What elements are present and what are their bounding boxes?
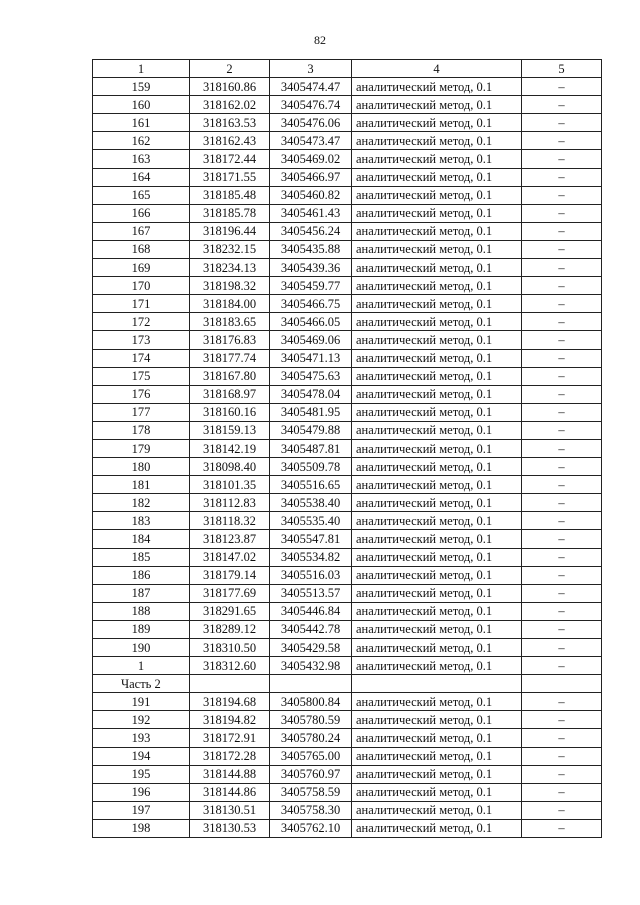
y-coordinate-cell: 3405460.82 (270, 186, 352, 204)
point-number-cell: 175 (93, 367, 190, 385)
y-coordinate-cell: 3405442.78 (270, 620, 352, 638)
y-coordinate-cell: 3405476.06 (270, 114, 352, 132)
table-row (93, 765, 602, 783)
header-cell: 3 (270, 60, 352, 78)
y-coordinate-cell: 3405535.40 (270, 512, 352, 530)
y-coordinate-cell: 3405456.24 (270, 222, 352, 240)
y-coordinate-cell: 3405481.95 (270, 403, 352, 421)
remark-cell: – (522, 458, 602, 476)
y-coordinate-cell: 3405762.10 (270, 819, 352, 837)
table-row (93, 657, 602, 675)
y-coordinate-cell: 3405432.98 (270, 657, 352, 675)
remark-cell: – (522, 711, 602, 729)
table-row (93, 747, 602, 765)
point-number-cell: 180 (93, 458, 190, 476)
table-row (93, 458, 602, 476)
method-cell: аналитический метод, 0.1 (352, 349, 522, 367)
y-coordinate-cell: 3405466.97 (270, 168, 352, 186)
page-number: 82 (314, 33, 326, 47)
x-coordinate-cell: 318232.15 (190, 240, 270, 258)
method-cell: аналитический метод, 0.1 (352, 295, 522, 313)
point-number-cell: 192 (93, 711, 190, 729)
point-number-cell: 160 (93, 96, 190, 114)
point-number-cell: 174 (93, 349, 190, 367)
y-coordinate-cell: 3405466.75 (270, 295, 352, 313)
y-coordinate-cell: 3405478.04 (270, 385, 352, 403)
table-row (93, 512, 602, 530)
y-coordinate-cell: 3405435.88 (270, 240, 352, 258)
empty-cell (270, 675, 352, 693)
y-coordinate-cell: 3405509.78 (270, 458, 352, 476)
method-cell: аналитический метод, 0.1 (352, 657, 522, 675)
method-cell: аналитический метод, 0.1 (352, 331, 522, 349)
remark-cell: – (522, 476, 602, 494)
x-coordinate-cell: 318130.53 (190, 819, 270, 837)
method-cell: аналитический метод, 0.1 (352, 132, 522, 150)
x-coordinate-cell: 318130.51 (190, 801, 270, 819)
x-coordinate-cell: 318171.55 (190, 168, 270, 186)
x-coordinate-cell: 318179.14 (190, 566, 270, 584)
method-cell: аналитический метод, 0.1 (352, 385, 522, 403)
point-number-cell: 184 (93, 530, 190, 548)
point-number-cell: 170 (93, 277, 190, 295)
x-coordinate-cell: 318184.00 (190, 295, 270, 313)
remark-cell: – (522, 729, 602, 747)
remark-cell: – (522, 132, 602, 150)
x-coordinate-cell: 318172.28 (190, 747, 270, 765)
remark-cell: – (522, 385, 602, 403)
method-cell: аналитический метод, 0.1 (352, 96, 522, 114)
remark-cell: – (522, 150, 602, 168)
method-cell: аналитический метод, 0.1 (352, 711, 522, 729)
point-number-cell: 171 (93, 295, 190, 313)
method-cell: аналитический метод, 0.1 (352, 367, 522, 385)
table-row (93, 222, 602, 240)
x-coordinate-cell: 318168.97 (190, 385, 270, 403)
point-number-cell: 177 (93, 403, 190, 421)
x-coordinate-cell: 318172.91 (190, 729, 270, 747)
point-number-cell: 196 (93, 783, 190, 801)
point-number-cell: 193 (93, 729, 190, 747)
table-row (93, 96, 602, 114)
point-number-cell: 161 (93, 114, 190, 132)
method-cell: аналитический метод, 0.1 (352, 240, 522, 258)
x-coordinate-cell: 318162.02 (190, 96, 270, 114)
remark-cell: – (522, 584, 602, 602)
remark-cell: – (522, 620, 602, 638)
remark-cell: – (522, 693, 602, 711)
point-number-cell: 166 (93, 204, 190, 222)
table-row (93, 783, 602, 801)
method-cell: аналитический метод, 0.1 (352, 78, 522, 96)
point-number-cell: 183 (93, 512, 190, 530)
x-coordinate-cell: 318160.86 (190, 78, 270, 96)
table-row (93, 620, 602, 638)
remark-cell: – (522, 240, 602, 258)
remark-cell: – (522, 530, 602, 548)
y-coordinate-cell: 3405758.30 (270, 801, 352, 819)
point-number-cell: 182 (93, 494, 190, 512)
point-number-cell: 185 (93, 548, 190, 566)
table-row (93, 530, 602, 548)
table-row (93, 566, 602, 584)
method-cell: аналитический метод, 0.1 (352, 114, 522, 132)
method-cell: аналитический метод, 0.1 (352, 403, 522, 421)
table-row (93, 494, 602, 512)
method-cell: аналитический метод, 0.1 (352, 186, 522, 204)
table-row (93, 385, 602, 403)
y-coordinate-cell: 3405473.47 (270, 132, 352, 150)
method-cell: аналитический метод, 0.1 (352, 494, 522, 512)
x-coordinate-cell: 318185.48 (190, 186, 270, 204)
header-cell: 4 (352, 60, 522, 78)
x-coordinate-cell: 318196.44 (190, 222, 270, 240)
x-coordinate-cell: 318194.68 (190, 693, 270, 711)
point-number-cell: 172 (93, 313, 190, 331)
x-coordinate-cell: 318101.35 (190, 476, 270, 494)
y-coordinate-cell: 3405474.47 (270, 78, 352, 96)
y-coordinate-cell: 3405547.81 (270, 530, 352, 548)
table-row (93, 711, 602, 729)
x-coordinate-cell: 318144.86 (190, 783, 270, 801)
method-cell: аналитический метод, 0.1 (352, 819, 522, 837)
table-row (93, 693, 602, 711)
remark-cell: – (522, 349, 602, 367)
remark-cell: – (522, 548, 602, 566)
method-cell: аналитический метод, 0.1 (352, 439, 522, 457)
point-number-cell: 186 (93, 566, 190, 584)
method-cell: аналитический метод, 0.1 (352, 150, 522, 168)
remark-cell: – (522, 421, 602, 439)
point-number-cell: 164 (93, 168, 190, 186)
header-cell: 2 (190, 60, 270, 78)
y-coordinate-cell: 3405780.59 (270, 711, 352, 729)
table-row (93, 729, 602, 747)
y-coordinate-cell: 3405538.40 (270, 494, 352, 512)
x-coordinate-cell: 318118.32 (190, 512, 270, 530)
table-row (93, 114, 602, 132)
remark-cell: – (522, 96, 602, 114)
y-coordinate-cell: 3405469.06 (270, 331, 352, 349)
x-coordinate-cell: 318172.44 (190, 150, 270, 168)
table-header-row (93, 60, 602, 78)
y-coordinate-cell: 3405461.43 (270, 204, 352, 222)
remark-cell: – (522, 259, 602, 277)
method-cell: аналитический метод, 0.1 (352, 639, 522, 657)
y-coordinate-cell: 3405429.58 (270, 639, 352, 657)
section-label: Часть 2 (93, 675, 190, 693)
point-number-cell: 195 (93, 765, 190, 783)
remark-cell: – (522, 114, 602, 132)
header-cell: 1 (93, 60, 190, 78)
point-number-cell: 181 (93, 476, 190, 494)
method-cell: аналитический метод, 0.1 (352, 277, 522, 295)
y-coordinate-cell: 3405471.13 (270, 349, 352, 367)
point-number-cell: 179 (93, 439, 190, 457)
x-coordinate-cell: 318144.88 (190, 765, 270, 783)
table-row (93, 313, 602, 331)
method-cell: аналитический метод, 0.1 (352, 620, 522, 638)
method-cell: аналитический метод, 0.1 (352, 765, 522, 783)
table-row (93, 78, 602, 96)
remark-cell: – (522, 439, 602, 457)
x-coordinate-cell: 318312.60 (190, 657, 270, 675)
method-cell: аналитический метод, 0.1 (352, 530, 522, 548)
header-cell: 5 (522, 60, 602, 78)
table-row (93, 240, 602, 258)
table-row (93, 295, 602, 313)
x-coordinate-cell: 318162.43 (190, 132, 270, 150)
table-row (93, 819, 602, 837)
method-cell: аналитический метод, 0.1 (352, 313, 522, 331)
point-number-cell: 168 (93, 240, 190, 258)
point-number-cell: 1 (93, 657, 190, 675)
y-coordinate-cell: 3405439.36 (270, 259, 352, 277)
x-coordinate-cell: 318123.87 (190, 530, 270, 548)
remark-cell: – (522, 602, 602, 620)
remark-cell: – (522, 783, 602, 801)
y-coordinate-cell: 3405487.81 (270, 439, 352, 457)
method-cell: аналитический метод, 0.1 (352, 584, 522, 602)
remark-cell: – (522, 204, 602, 222)
point-number-cell: 169 (93, 259, 190, 277)
empty-cell (352, 675, 522, 693)
y-coordinate-cell: 3405516.03 (270, 566, 352, 584)
remark-cell: – (522, 657, 602, 675)
point-number-cell: 190 (93, 639, 190, 657)
remark-cell: – (522, 313, 602, 331)
table-row (93, 168, 602, 186)
method-cell: аналитический метод, 0.1 (352, 747, 522, 765)
empty-cell (522, 675, 602, 693)
remark-cell: – (522, 747, 602, 765)
table-row (93, 584, 602, 602)
point-number-cell: 165 (93, 186, 190, 204)
remark-cell: – (522, 566, 602, 584)
x-coordinate-cell: 318185.78 (190, 204, 270, 222)
y-coordinate-cell: 3405476.74 (270, 96, 352, 114)
point-number-cell: 159 (93, 78, 190, 96)
remark-cell: – (522, 168, 602, 186)
empty-cell (190, 675, 270, 693)
point-number-cell: 187 (93, 584, 190, 602)
method-cell: аналитический метод, 0.1 (352, 458, 522, 476)
y-coordinate-cell: 3405513.57 (270, 584, 352, 602)
point-number-cell: 194 (93, 747, 190, 765)
remark-cell: – (522, 819, 602, 837)
method-cell: аналитический метод, 0.1 (352, 222, 522, 240)
y-coordinate-cell: 3405446.84 (270, 602, 352, 620)
table-row (93, 259, 602, 277)
remark-cell: – (522, 295, 602, 313)
table-row (93, 602, 602, 620)
table-row (93, 277, 602, 295)
point-number-cell: 189 (93, 620, 190, 638)
table-row (93, 421, 602, 439)
table-row (93, 548, 602, 566)
point-number-cell: 163 (93, 150, 190, 168)
table-row (93, 439, 602, 457)
y-coordinate-cell: 3405760.97 (270, 765, 352, 783)
point-number-cell: 197 (93, 801, 190, 819)
method-cell: аналитический метод, 0.1 (352, 512, 522, 530)
x-coordinate-cell: 318142.19 (190, 439, 270, 457)
x-coordinate-cell: 318289.12 (190, 620, 270, 638)
x-coordinate-cell: 318160.16 (190, 403, 270, 421)
point-number-cell: 191 (93, 693, 190, 711)
x-coordinate-cell: 318183.65 (190, 313, 270, 331)
table-row (93, 331, 602, 349)
remark-cell: – (522, 639, 602, 657)
y-coordinate-cell: 3405765.00 (270, 747, 352, 765)
point-number-cell: 198 (93, 819, 190, 837)
table-row (93, 476, 602, 494)
x-coordinate-cell: 318098.40 (190, 458, 270, 476)
remark-cell: – (522, 222, 602, 240)
remark-cell: – (522, 367, 602, 385)
y-coordinate-cell: 3405479.88 (270, 421, 352, 439)
y-coordinate-cell: 3405800.84 (270, 693, 352, 711)
method-cell: аналитический метод, 0.1 (352, 259, 522, 277)
method-cell: аналитический метод, 0.1 (352, 729, 522, 747)
point-number-cell: 176 (93, 385, 190, 403)
table-row (93, 132, 602, 150)
method-cell: аналитический метод, 0.1 (352, 421, 522, 439)
method-cell: аналитический метод, 0.1 (352, 602, 522, 620)
x-coordinate-cell: 318147.02 (190, 548, 270, 566)
x-coordinate-cell: 318159.13 (190, 421, 270, 439)
method-cell: аналитический метод, 0.1 (352, 693, 522, 711)
method-cell: аналитический метод, 0.1 (352, 548, 522, 566)
method-cell: аналитический метод, 0.1 (352, 476, 522, 494)
section-row (93, 675, 602, 693)
remark-cell: – (522, 403, 602, 421)
x-coordinate-cell: 318167.80 (190, 367, 270, 385)
remark-cell: – (522, 78, 602, 96)
remark-cell: – (522, 765, 602, 783)
remark-cell: – (522, 277, 602, 295)
x-coordinate-cell: 318198.32 (190, 277, 270, 295)
remark-cell: – (522, 186, 602, 204)
y-coordinate-cell: 3405475.63 (270, 367, 352, 385)
y-coordinate-cell: 3405466.05 (270, 313, 352, 331)
table-row (93, 639, 602, 657)
x-coordinate-cell: 318163.53 (190, 114, 270, 132)
method-cell: аналитический метод, 0.1 (352, 168, 522, 186)
y-coordinate-cell: 3405469.02 (270, 150, 352, 168)
y-coordinate-cell: 3405780.24 (270, 729, 352, 747)
method-cell: аналитический метод, 0.1 (352, 204, 522, 222)
table-row (93, 204, 602, 222)
table-row (93, 801, 602, 819)
y-coordinate-cell: 3405534.82 (270, 548, 352, 566)
method-cell: аналитический метод, 0.1 (352, 801, 522, 819)
method-cell: аналитический метод, 0.1 (352, 783, 522, 801)
y-coordinate-cell: 3405758.59 (270, 783, 352, 801)
point-number-cell: 173 (93, 331, 190, 349)
x-coordinate-cell: 318310.50 (190, 639, 270, 657)
table-row (93, 186, 602, 204)
point-number-cell: 178 (93, 421, 190, 439)
x-coordinate-cell: 318112.83 (190, 494, 270, 512)
table-row (93, 367, 602, 385)
table-row (93, 150, 602, 168)
point-number-cell: 162 (93, 132, 190, 150)
x-coordinate-cell: 318291.65 (190, 602, 270, 620)
table-row (93, 403, 602, 421)
point-number-cell: 188 (93, 602, 190, 620)
coordinates-table (92, 59, 602, 838)
remark-cell: – (522, 801, 602, 819)
remark-cell: – (522, 331, 602, 349)
point-number-cell: 167 (93, 222, 190, 240)
remark-cell: – (522, 494, 602, 512)
x-coordinate-cell: 318177.69 (190, 584, 270, 602)
y-coordinate-cell: 3405459.77 (270, 277, 352, 295)
remark-cell: – (522, 512, 602, 530)
x-coordinate-cell: 318176.83 (190, 331, 270, 349)
table-body (93, 60, 602, 838)
x-coordinate-cell: 318194.82 (190, 711, 270, 729)
y-coordinate-cell: 3405516.65 (270, 476, 352, 494)
method-cell: аналитический метод, 0.1 (352, 566, 522, 584)
x-coordinate-cell: 318177.74 (190, 349, 270, 367)
x-coordinate-cell: 318234.13 (190, 259, 270, 277)
table-row (93, 349, 602, 367)
